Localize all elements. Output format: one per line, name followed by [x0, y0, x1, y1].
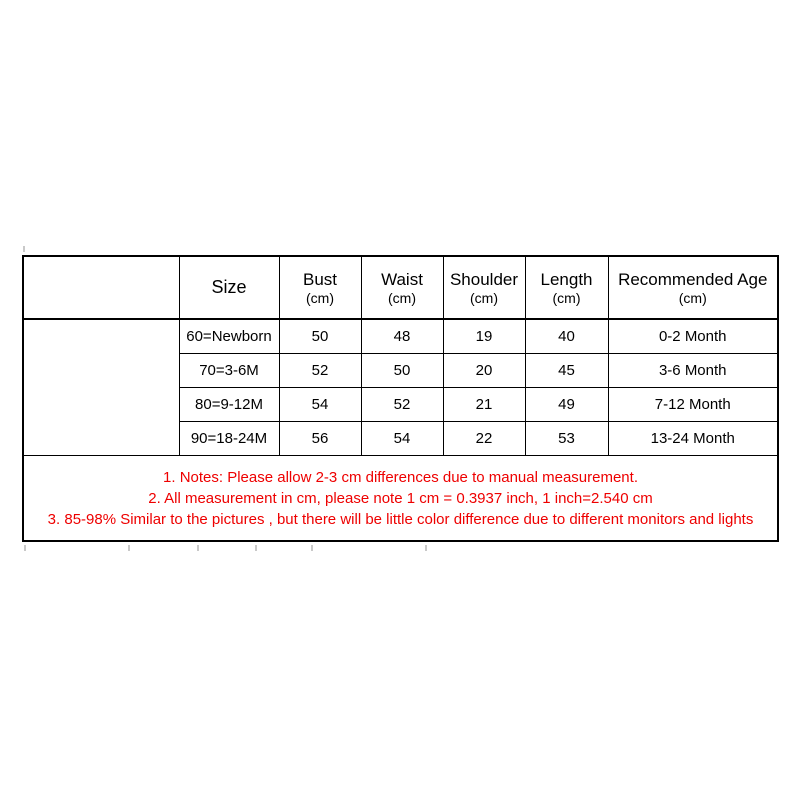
cell-length: 40	[525, 319, 608, 354]
column-label-recommended-age: Recommended Age	[618, 269, 768, 289]
cell-size: 90=18-24M	[179, 422, 279, 456]
header-cell-recommended-age	[608, 256, 778, 319]
notes-row	[23, 456, 778, 542]
column-unit-recommended-age: (cm)	[678, 289, 707, 306]
column-label-size: Size	[211, 277, 247, 297]
column-label-length: Length	[540, 269, 593, 289]
note-line-3: 3. 85-98% Similar to the pictures , but there will be little color difference due to different monitors and lights	[47, 510, 754, 528]
cell-waist: 52	[361, 388, 443, 422]
cell-size: 80=9-12M	[179, 388, 279, 422]
header-cell-length	[525, 256, 608, 319]
header-cell-bust	[279, 256, 361, 319]
cell-shoulder: 21	[443, 388, 525, 422]
artifact-tick	[197, 545, 199, 551]
cell-bust: 54	[279, 388, 361, 422]
artifact-tick	[23, 246, 25, 252]
cell-waist: 50	[361, 354, 443, 388]
column-label-waist: Waist	[381, 269, 423, 289]
column-unit-length: (cm)	[552, 289, 581, 306]
cell-age: 7-12 Month	[608, 388, 778, 422]
notes-cell	[23, 456, 778, 542]
cell-age: 13-24 Month	[608, 422, 778, 456]
cell-length: 49	[525, 388, 608, 422]
size-chart-table	[22, 255, 779, 542]
cell-bust: 50	[279, 319, 361, 354]
cell-size: 70=3-6M	[179, 354, 279, 388]
column-label-bust: Bust	[302, 269, 338, 289]
note-line-1: 1. Notes: Please allow 2-3 cm differences due to manual measurement.	[163, 468, 638, 486]
empty-side-cell	[23, 319, 179, 456]
cell-bust: 56	[279, 422, 361, 456]
column-unit-waist: (cm)	[388, 289, 416, 306]
cell-age: 0-2 Month	[608, 319, 778, 354]
cell-waist: 48	[361, 319, 443, 354]
cell-shoulder: 20	[443, 354, 525, 388]
cell-shoulder: 22	[443, 422, 525, 456]
artifact-tick	[425, 545, 427, 551]
column-unit-shoulder: (cm)	[470, 289, 498, 306]
table-row	[23, 319, 778, 354]
cell-length: 45	[525, 354, 608, 388]
cell-waist: 54	[361, 422, 443, 456]
artifact-tick	[24, 545, 26, 551]
column-label-shoulder: Shoulder	[449, 269, 519, 289]
header-cell-empty	[23, 256, 179, 319]
header-row	[23, 256, 778, 319]
note-line-2: 2. All measurement in cm, please note 1 cm = 0.3937 inch, 1 inch=2.540 cm	[148, 489, 653, 507]
artifact-tick	[255, 545, 257, 551]
cell-age: 3-6 Month	[608, 354, 778, 388]
column-unit-bust: (cm)	[306, 289, 334, 306]
artifact-tick	[128, 545, 130, 551]
cell-length: 53	[525, 422, 608, 456]
header-cell-size	[179, 256, 279, 319]
header-cell-shoulder	[443, 256, 525, 319]
cell-size: 60=Newborn	[179, 319, 279, 354]
artifact-tick	[311, 545, 313, 551]
cell-bust: 52	[279, 354, 361, 388]
cell-shoulder: 19	[443, 319, 525, 354]
header-cell-waist	[361, 256, 443, 319]
